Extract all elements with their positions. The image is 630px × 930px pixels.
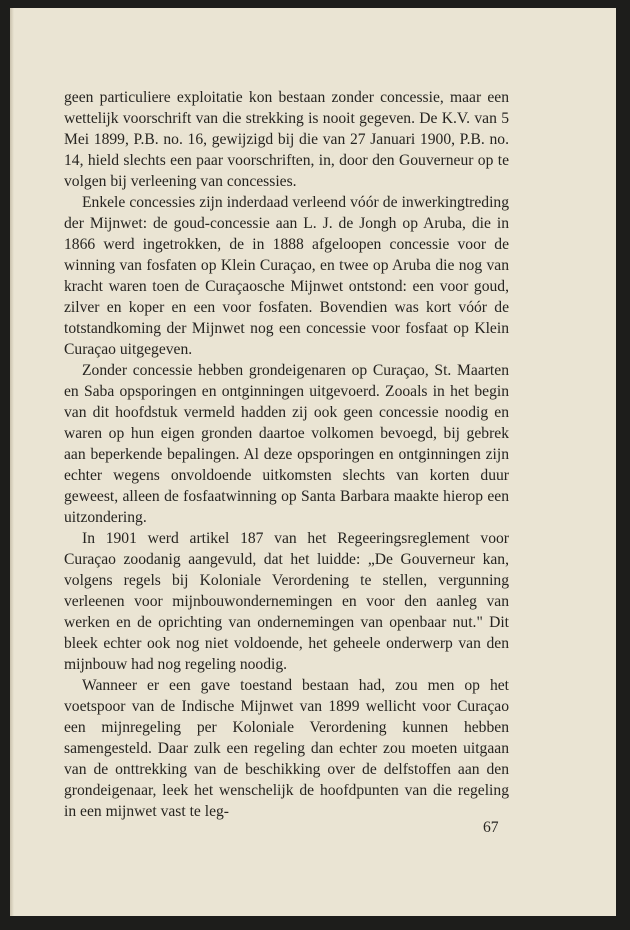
paragraph-5: Wanneer er een gave toestand bestaan had, zou men op het voetspoor van de Indische Mijnwet van 1899 wellicht voor Curaçao een mijnregeling per Koloniale Verordening kunnen hebben samengesteld. Daar zulk een regeling dan echter zou moeten uitgaan van de onttrekking van de beschikking over de delfstoffen aan den grondeigenaar, leek het wenschelijk de hoofdpunten van die regeling in een mijnwet vast te leg- <box>64 677 509 820</box>
paragraph-3: Zonder concessie hebben grondeigenaren op Curaçao, St. Maarten en Saba opsporingen en ontginningen uitgevoerd. Zooals in het begin van dit hoofdstuk vermeld hadden zij ook geen concessie noodig en waren op hun eigen gronden daartoe volkomen bevoegd, bij gebrek aan beperkende bepalingen. Al deze opsporingen en ontginningen zijn echter wegens onvoldoende uitkomsten slechts van korten duur geweest, alleen de fosfaatwinning op Santa Barbara maakte hierop een uitzondering. <box>64 362 509 526</box>
book-page <box>10 8 616 916</box>
page-number: 67 <box>483 819 499 836</box>
paragraph-1: geen particuliere exploitatie kon bestaan zonder concessie, maar een wettelijk voorschrift van die strekking is nooit gegeven. De K.V. van 5 Mei 1899, P.B. no. 16, gewijzigd bij die van 27 Januari 1900, P.B. no. 14, hield slechts een paar voorschriften, in, door den Gouverneur op te volgen bij verleening van concessies. <box>64 89 509 190</box>
body-text <box>64 87 509 822</box>
paragraph-4: In 1901 werd artikel 187 van het Regeeringsreglement voor Curaçao zoodanig aangevuld, dat het luidde: „De Gouverneur kan, volgens regels bij Koloniale Verordening te stellen, vergunning verleenen voor mijnbouwondernemingen en voor den aanleg van werken en de oprichting van ondernemingen van openbaar nut." Dit bleek echter ook nog niet voldoende, het geheele onderwerp van den mijnbouw had nog regeling noodig. <box>64 530 509 673</box>
paragraph-2: Enkele concessies zijn inderdaad verleend vóór de inwerkingtreding der Mijnwet: de goud-concessie aan L. J. de Jongh op Aruba, die in 1866 werd ingetrokken, de in 1888 afgeloopen concessie voor de winning van fosfaten op Klein Curaçao, en twee op Aruba die nog van kracht waren toen de Curaçaosche Mijnwet ontstond: een voor goud, zilver en koper en een voor fosfaten. Bovendien was kort vóór de totstandkoming der Mijnwet nog een concessie voor fosfaat op Klein Curaçao uitgegeven. <box>64 194 509 358</box>
